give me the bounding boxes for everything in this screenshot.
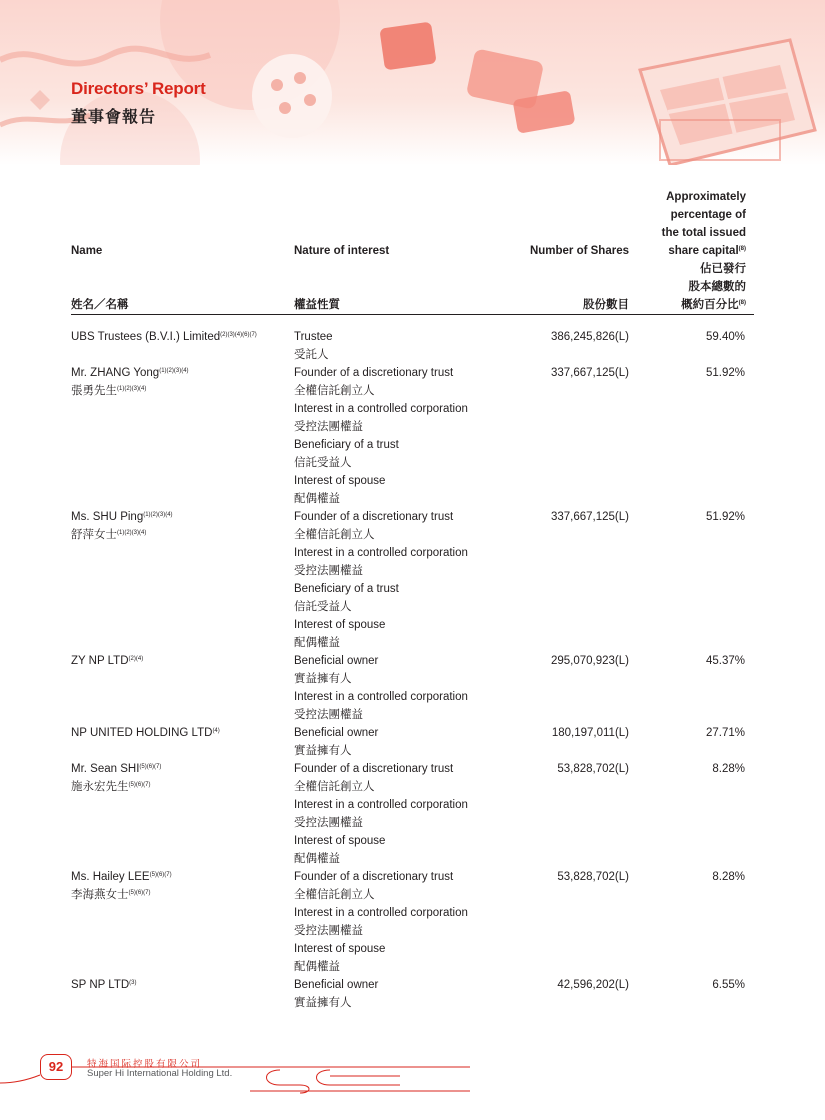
nature-zh: 配偶權益 <box>294 493 340 505</box>
nature-en: Founder of a discretionary trust <box>294 367 454 379</box>
col-header-pct-en-line: percentage of <box>670 209 746 221</box>
col-header-nature-en: Nature of interest <box>294 245 390 257</box>
nature-en: Interest in a controlled corporation <box>294 547 468 559</box>
shareholder-name <box>71 508 286 544</box>
table-row <box>71 652 754 724</box>
col-header-percentage <box>586 188 746 314</box>
percentage-value: 8.28% <box>712 871 745 883</box>
footnote-ref: (8) <box>738 300 746 306</box>
shareholder-name-zh: 施永宏先生 <box>71 781 129 793</box>
nature-zh: 配偶權益 <box>294 637 340 649</box>
footnote-ref: (1)(2)(3)(4) <box>117 530 147 536</box>
table-row <box>71 976 754 1012</box>
nature-en: Trustee <box>294 331 333 343</box>
nature-of-interest <box>294 508 524 652</box>
table-row <box>71 328 754 364</box>
nature-zh: 受控法團權益 <box>294 565 363 577</box>
shareholder-name-en: Mr. Sean SHI <box>71 763 140 775</box>
nature-zh: 全權信託創立人 <box>294 889 375 901</box>
percentage-value: 8.28% <box>712 763 745 775</box>
nature-en: Beneficiary of a trust <box>294 439 399 451</box>
footnote-ref: (1)(2)(3)(4) <box>159 368 189 374</box>
nature-en: Interest in a controlled corporation <box>294 403 468 415</box>
nature-zh: 實益擁有人 <box>294 997 352 1009</box>
col-header-shares-en: Number of Shares <box>529 245 629 257</box>
nature-en: Interest of spouse <box>294 475 386 487</box>
table-row <box>71 508 754 652</box>
number-of-shares: 180,197,011(L) <box>551 727 629 739</box>
nature-en: Beneficial owner <box>294 655 379 667</box>
number-of-shares: 386,245,826(L) <box>550 331 629 343</box>
nature-zh: 全權信託創立人 <box>294 529 375 541</box>
nature-zh: 配偶權益 <box>294 853 340 865</box>
shareholding-table <box>71 328 754 1012</box>
col-header-shares-zh: 股份數目 <box>583 299 629 311</box>
shareholder-name <box>71 868 286 904</box>
page-footer <box>0 1045 825 1120</box>
shareholder-name <box>71 364 286 400</box>
nature-zh: 信託受益人 <box>294 601 352 613</box>
nature-zh: 配偶權益 <box>294 961 340 973</box>
nature-zh: 全權信託創立人 <box>294 385 375 397</box>
percentage-value: 6.55% <box>712 979 745 991</box>
nature-en: Interest in a controlled corporation <box>294 799 468 811</box>
percentage-value: 51.92% <box>705 511 745 523</box>
footnote-ref: (8) <box>738 246 746 252</box>
col-header-pct-en-text: share capital <box>668 245 739 257</box>
nature-zh: 受控法團權益 <box>294 817 363 829</box>
footnote-ref: (1)(2)(3)(4) <box>117 386 147 392</box>
table-row <box>71 724 754 760</box>
shareholder-name <box>71 328 286 346</box>
shareholder-name <box>71 976 286 994</box>
nature-en: Founder of a discretionary trust <box>294 871 454 883</box>
footnote-ref: (2)(4) <box>128 656 144 662</box>
footnote-ref: (2)(3)(4)(6)(7) <box>220 332 257 338</box>
shareholder-name <box>71 760 286 796</box>
shareholder-name-en: UBS Trustees (B.V.I.) Limited <box>71 331 221 343</box>
nature-zh: 信託受益人 <box>294 457 352 469</box>
nature-en: Interest of spouse <box>294 943 386 955</box>
nature-of-interest <box>294 364 524 508</box>
footnote-ref: (1)(2)(3)(4) <box>143 512 173 518</box>
table-row <box>71 760 754 868</box>
shareholder-name-en: SP NP LTD <box>71 979 130 991</box>
nature-en: Beneficiary of a trust <box>294 583 399 595</box>
shareholder-name-zh: 張勇先生 <box>71 385 117 397</box>
footnote-ref: (3) <box>129 980 137 986</box>
header-divider <box>71 314 754 315</box>
shareholder-name <box>71 724 286 742</box>
nature-en: Interest of spouse <box>294 835 386 847</box>
footnote-ref: (5)(6)(7) <box>128 890 151 896</box>
footnote-ref: (5)(6)(7) <box>139 764 162 770</box>
number-of-shares: 337,667,125(L) <box>550 511 629 523</box>
percentage-value: 27.71% <box>705 727 745 739</box>
percentage-value: 51.92% <box>705 367 745 379</box>
nature-en: Interest in a controlled corporation <box>294 691 468 703</box>
percentage-value: 45.37% <box>705 655 745 667</box>
shareholder-name-en: Mr. ZHANG Yong <box>71 367 160 379</box>
nature-zh: 受控法團權益 <box>294 709 363 721</box>
nature-en: Founder of a discretionary trust <box>294 511 454 523</box>
col-header-nature-zh: 權益性質 <box>294 299 340 311</box>
number-of-shares: 42,596,202(L) <box>557 979 629 991</box>
col-header-pct-zh-text: 概約百分比 <box>681 299 739 311</box>
table-row <box>71 364 754 508</box>
nature-zh: 受控法團權益 <box>294 421 363 433</box>
footnote-ref: (5)(6)(7) <box>128 782 151 788</box>
col-header-name-zh: 姓名／名稱 <box>71 299 129 311</box>
col-header-pct-zh-line: 股本總數的 <box>688 281 746 293</box>
shareholder-name-en: NP UNITED HOLDING LTD <box>71 727 213 739</box>
nature-en: Founder of a discretionary trust <box>294 763 454 775</box>
col-header-pct-en-line: Approximately <box>666 191 746 203</box>
shareholder-name-en: ZY NP LTD <box>71 655 129 667</box>
col-header-name-en: Name <box>71 245 103 257</box>
nature-en: Beneficial owner <box>294 979 379 991</box>
number-of-shares: 53,828,702(L) <box>557 871 629 883</box>
nature-en: Beneficial owner <box>294 727 379 739</box>
shareholder-name-zh: 舒萍女士 <box>71 529 117 541</box>
col-header-pct-en-line <box>586 242 746 260</box>
page-number: 92 <box>40 1054 72 1080</box>
col-header-pct-zh-line <box>586 296 746 314</box>
nature-zh: 受託人 <box>294 349 329 361</box>
shareholder-name-en: Ms. Hailey LEE <box>71 871 150 883</box>
nature-zh: 實益擁有人 <box>294 745 352 757</box>
shareholder-name-en: Ms. SHU Ping <box>71 511 144 523</box>
company-name-en: Super Hi International Holding Ltd. <box>87 1068 233 1079</box>
company-name-zh: 特海国际控股有限公司 <box>87 1059 203 1070</box>
footnote-ref: (5)(6)(7) <box>149 872 172 878</box>
shareholder-name-zh: 李海燕女士 <box>71 889 129 901</box>
nature-zh: 全權信託創立人 <box>294 781 375 793</box>
number-of-shares: 295,070,923(L) <box>550 655 629 667</box>
table-row <box>71 868 754 976</box>
percentage-value: 59.40% <box>705 331 745 343</box>
col-header-pct-zh-line: 佔已發行 <box>700 263 746 275</box>
col-header-pct-en-line: the total issued <box>661 227 746 239</box>
page-title-zh: 董事會報告 <box>71 109 157 126</box>
shareholder-name <box>71 652 286 670</box>
number-of-shares: 337,667,125(L) <box>550 367 629 379</box>
footnote-ref: (4) <box>212 728 220 734</box>
number-of-shares: 53,828,702(L) <box>557 763 629 775</box>
nature-en: Interest in a controlled corporation <box>294 907 468 919</box>
page-title-en: Directors’ Report <box>71 79 206 98</box>
nature-zh: 實益擁有人 <box>294 673 352 685</box>
nature-zh: 受控法團權益 <box>294 925 363 937</box>
nature-en: Interest of spouse <box>294 619 386 631</box>
